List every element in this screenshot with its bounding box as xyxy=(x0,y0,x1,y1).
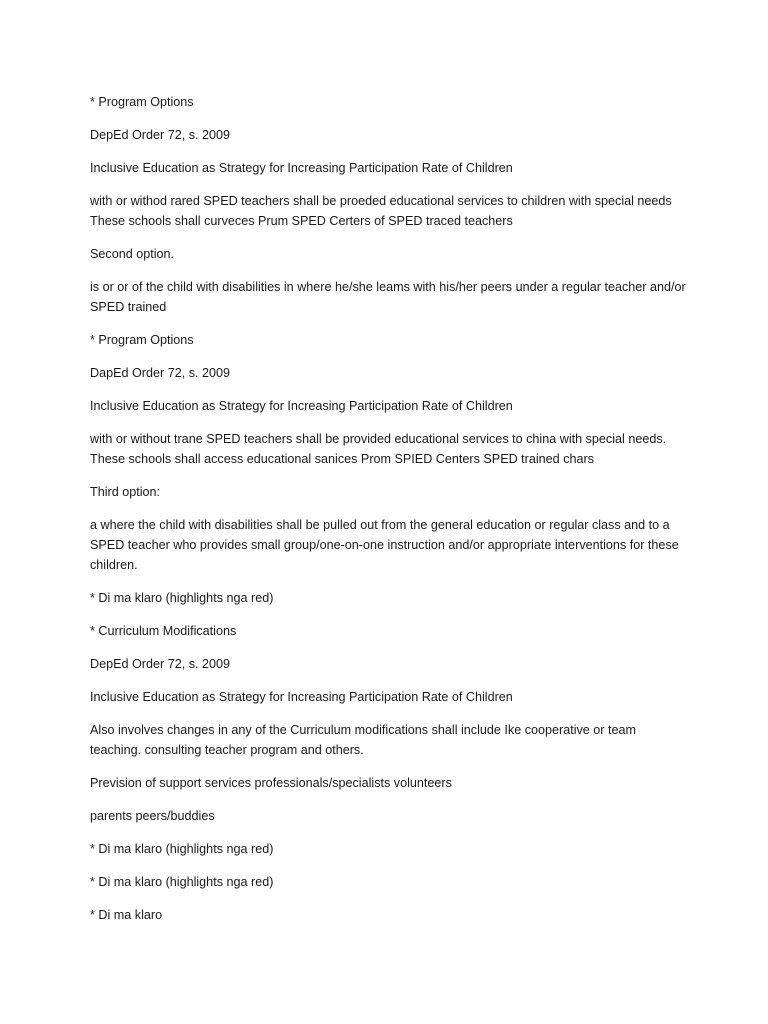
paragraph-second-option-desc: is or or of the child with disabilities in where he/she leams with his/her peers under a regular teacher and/or SPED trained xyxy=(90,280,686,314)
paragraph-inclusive-education-2: Inclusive Education as Strategy for Increasing Participation Rate of Children xyxy=(90,399,513,413)
paragraph-support-services: Prevision of support services professionals/specialists volunteers xyxy=(90,776,452,790)
paragraph-note-unclear-4: * Di ma klaro xyxy=(90,908,163,922)
paragraph-deped-order-2: DapEd Order 72, s. 2009 xyxy=(90,366,231,380)
paragraph-inclusive-education-3: Inclusive Education as Strategy for Increasing Participation Rate of Children xyxy=(90,690,513,704)
document-body xyxy=(90,92,690,938)
paragraph-program-options-2: * Program Options xyxy=(90,333,194,347)
paragraph-note-unclear-3: * Di ma klaro (highlights nga red) xyxy=(90,875,274,889)
paragraph-curriculum-modifications: * Curriculum Modifications xyxy=(90,624,237,638)
paragraph-deped-order-3: DepEd Order 72, s. 2009 xyxy=(90,657,231,671)
paragraph-second-option: Second option. xyxy=(90,247,175,261)
paragraph-third-option: Third option: xyxy=(90,485,161,499)
paragraph-sped-teachers-2: with or without trane SPED teachers shall be provided educational services to china with special needs. These schools shall access educational sanices Prom SPIED Centers SPED trained chars xyxy=(90,432,667,466)
paragraph-deped-order-1: DepEd Order 72, s. 2009 xyxy=(90,128,231,142)
paragraph-note-unclear-1: * Di ma klaro (highlights nga red) xyxy=(90,591,274,605)
paragraph-inclusive-education-1: Inclusive Education as Strategy for Increasing Participation Rate of Children xyxy=(90,161,513,175)
paragraph-sped-teachers-1: with or withod rared SPED teachers shall be proeded educational services to children with special needs These schools shall curveces Prum SPED Certers of SPED traced teachers xyxy=(90,194,672,228)
paragraph-third-option-desc: a where the child with disabilities shall be pulled out from the general education or regular class and to a SPED teacher who provides small group/one-on-one instruction and/or appropriate interventions for these children. xyxy=(90,518,679,572)
paragraph-program-options-1: * Program Options xyxy=(90,95,194,109)
paragraph-parents-peers: parents peers/buddies xyxy=(90,809,215,823)
paragraph-curriculum-desc: Also involves changes in any of the Curriculum modifications shall include Ike cooperative or team teaching. consulting teacher program and others. xyxy=(90,723,637,757)
paragraph-note-unclear-2: * Di ma klaro (highlights nga red) xyxy=(90,842,274,856)
